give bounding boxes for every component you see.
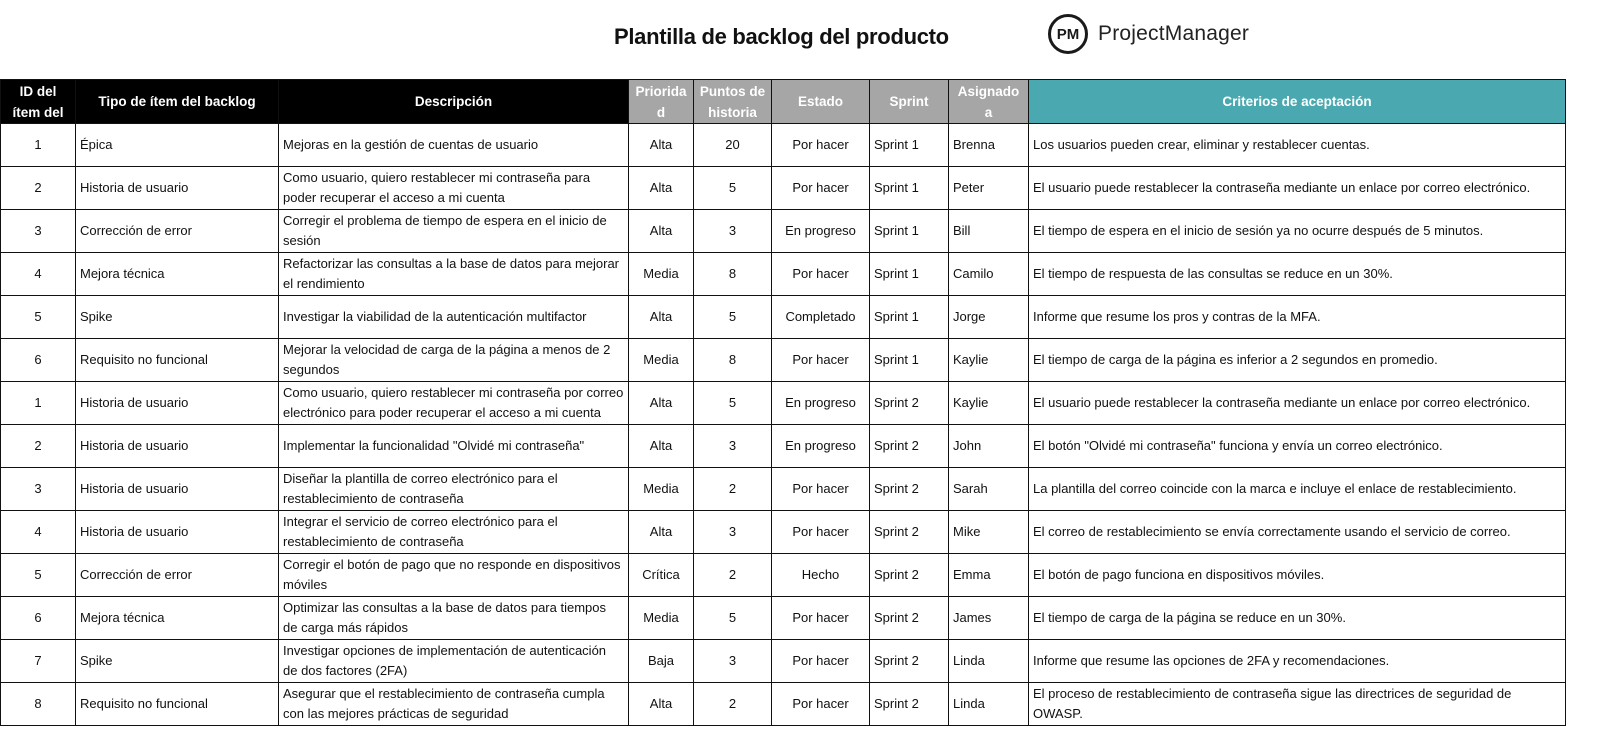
- acceptance-criteria-text: El tiempo de espera en el inicio de sesión ya no ocurre después de 5 minutos.: [1033, 223, 1484, 238]
- assignee-text: Jorge: [953, 309, 986, 324]
- item-type-text: Spike: [80, 653, 113, 668]
- status-text: Por hacer: [792, 696, 849, 711]
- cell-item-id[interactable]: [1, 597, 76, 640]
- acceptance-criteria-text: Informe que resume los pros y contras de la MFA.: [1033, 309, 1321, 324]
- cell-priority[interactable]: [629, 382, 694, 425]
- cell-item-id[interactable]: [1, 167, 76, 210]
- cell-item-id[interactable]: [1, 124, 76, 167]
- item-id-text: 4: [34, 524, 42, 539]
- cell-acceptance-criteria[interactable]: [1029, 167, 1566, 210]
- cell-sprint[interactable]: [870, 683, 949, 726]
- cell-item-type[interactable]: [76, 382, 279, 425]
- description-text: Investigar la viabilidad de la autenticación multifactor: [283, 309, 587, 324]
- cell-priority[interactable]: [629, 296, 694, 339]
- sprint-text: Sprint 2: [874, 438, 919, 453]
- header-description: Descripción: [279, 80, 629, 124]
- cell-item-type[interactable]: [76, 468, 279, 511]
- cell-acceptance-criteria[interactable]: [1029, 597, 1566, 640]
- cell-item-type[interactable]: [76, 124, 279, 167]
- cell-description[interactable]: [279, 554, 629, 597]
- story-points-text: 3: [728, 438, 737, 453]
- cell-item-id[interactable]: [1, 296, 76, 339]
- cell-assignee[interactable]: [949, 468, 1029, 511]
- description-text: Mejorar la velocidad de carga de la página a menos de 2 segundos: [283, 342, 611, 377]
- table-row: [1, 511, 1566, 554]
- cell-acceptance-criteria[interactable]: [1029, 554, 1566, 597]
- status-text: Por hacer: [792, 610, 849, 625]
- story-points-text: 5: [728, 610, 737, 625]
- cell-assignee[interactable]: [949, 511, 1029, 554]
- cell-status[interactable]: [772, 597, 870, 640]
- pm-logo-icon: PM: [1048, 14, 1088, 54]
- cell-status[interactable]: [772, 210, 870, 253]
- assignee-text: Linda: [953, 653, 985, 668]
- table-row: [1, 339, 1566, 382]
- cell-status[interactable]: [772, 468, 870, 511]
- cell-sprint[interactable]: [870, 167, 949, 210]
- assignee-text: Camilo: [953, 266, 994, 281]
- table-row: [1, 167, 1566, 210]
- description-text: Optimizar las consultas a la base de datos para tiempos de carga más rápidos: [283, 600, 607, 635]
- item-type-text: Spike: [80, 309, 113, 324]
- description-text: Asegurar que el restablecimiento de contraseña cumpla con las mejores prácticas de seguridad: [283, 686, 605, 721]
- status-text: Por hacer: [792, 481, 849, 496]
- cell-priority[interactable]: [629, 554, 694, 597]
- priority-text: Media: [643, 266, 679, 281]
- priority-text: Alta: [649, 438, 673, 453]
- cell-story-points[interactable]: [694, 468, 772, 511]
- cell-priority[interactable]: [629, 468, 694, 511]
- cell-assignee[interactable]: [949, 683, 1029, 726]
- cell-status[interactable]: [772, 253, 870, 296]
- cell-acceptance-criteria[interactable]: [1029, 640, 1566, 683]
- cell-story-points[interactable]: [694, 511, 772, 554]
- backlog-table: [0, 79, 1566, 726]
- cell-description[interactable]: [279, 339, 629, 382]
- cell-sprint[interactable]: [870, 511, 949, 554]
- cell-story-points[interactable]: [694, 339, 772, 382]
- assignee-text: Kaylie: [953, 395, 989, 410]
- cell-acceptance-criteria[interactable]: [1029, 425, 1566, 468]
- cell-item-type[interactable]: [76, 425, 279, 468]
- cell-priority[interactable]: [629, 425, 694, 468]
- priority-text: Alta: [649, 395, 673, 410]
- item-id-text: 5: [34, 309, 42, 324]
- acceptance-criteria-text: El tiempo de carga de la página es inferior a 2 segundos en promedio.: [1033, 352, 1438, 367]
- cell-story-points[interactable]: [694, 683, 772, 726]
- cell-item-id[interactable]: [1, 253, 76, 296]
- sprint-text: Sprint 1: [874, 180, 919, 195]
- status-text: Por hacer: [792, 352, 849, 367]
- table-row: [1, 597, 1566, 640]
- cell-item-type[interactable]: [76, 210, 279, 253]
- projectmanager-logo: [1048, 14, 1249, 54]
- status-text: En progreso: [785, 395, 856, 410]
- table-row: [1, 296, 1566, 339]
- cell-description[interactable]: [279, 210, 629, 253]
- cell-item-id[interactable]: [1, 683, 76, 726]
- acceptance-criteria-text: El botón de pago funciona en dispositivos móviles.: [1033, 567, 1325, 582]
- acceptance-criteria-text: El correo de restablecimiento se envía correctamente usando el servicio de correo.: [1033, 524, 1511, 539]
- cell-assignee[interactable]: [949, 296, 1029, 339]
- priority-text: Media: [643, 352, 679, 367]
- item-type-text: Historia de usuario: [80, 180, 189, 195]
- cell-item-type[interactable]: [76, 167, 279, 210]
- cell-sprint[interactable]: [870, 382, 949, 425]
- cell-item-id[interactable]: [1, 511, 76, 554]
- cell-acceptance-criteria[interactable]: [1029, 468, 1566, 511]
- cell-assignee[interactable]: [949, 382, 1029, 425]
- status-text: En progreso: [785, 438, 856, 453]
- cell-item-type[interactable]: [76, 640, 279, 683]
- priority-text: Baja: [647, 653, 675, 668]
- acceptance-criteria-text: Informe que resume las opciones de 2FA y recomendaciones.: [1033, 653, 1390, 668]
- cell-description[interactable]: [279, 382, 629, 425]
- cell-description[interactable]: [279, 124, 629, 167]
- story-points-text: 5: [728, 395, 737, 410]
- cell-description[interactable]: [279, 511, 629, 554]
- cell-acceptance-criteria[interactable]: [1029, 683, 1566, 726]
- story-points-text: 8: [728, 266, 737, 281]
- cell-description[interactable]: [279, 296, 629, 339]
- header-status: Estado: [772, 80, 870, 124]
- acceptance-criteria-text: El botón "Olvidé mi contraseña" funciona y envía un correo electrónico.: [1033, 438, 1443, 453]
- status-text: Por hacer: [792, 524, 849, 539]
- header-row: [1, 80, 1566, 124]
- cell-item-type[interactable]: [76, 253, 279, 296]
- cell-story-points[interactable]: [694, 640, 772, 683]
- story-points-text: 2: [728, 567, 737, 582]
- cell-assignee[interactable]: [949, 210, 1029, 253]
- acceptance-criteria-text: El usuario puede restablecer la contraseña mediante un enlace por correo electrónico.: [1033, 180, 1531, 195]
- cell-item-id[interactable]: [1, 382, 76, 425]
- item-id-text: 2: [34, 180, 42, 195]
- story-points-text: 3: [728, 653, 737, 668]
- sprint-text: Sprint 2: [874, 524, 919, 539]
- status-text: Por hacer: [792, 180, 849, 195]
- header-assignee: Asignado a: [949, 80, 1029, 124]
- sprint-text: Sprint 2: [874, 653, 919, 668]
- item-type-text: Corrección de error: [80, 223, 192, 238]
- assignee-text: Linda: [953, 696, 985, 711]
- cell-description[interactable]: [279, 468, 629, 511]
- sprint-text: Sprint 2: [874, 567, 919, 582]
- cell-assignee[interactable]: [949, 124, 1029, 167]
- cell-story-points[interactable]: [694, 296, 772, 339]
- cell-status[interactable]: [772, 640, 870, 683]
- table-row: [1, 640, 1566, 683]
- cell-priority[interactable]: [629, 253, 694, 296]
- cell-acceptance-criteria[interactable]: [1029, 382, 1566, 425]
- acceptance-criteria-text: El proceso de restablecimiento de contraseña sigue las directrices de seguridad de OWASP.: [1033, 686, 1512, 721]
- item-type-text: Historia de usuario: [80, 481, 189, 496]
- story-points-text: 8: [728, 352, 737, 367]
- cell-story-points[interactable]: [694, 167, 772, 210]
- description-text: Como usuario, quiero restablecer mi contraseña para poder recuperar el acceso a mi cuenta: [283, 170, 591, 205]
- cell-item-id[interactable]: [1, 425, 76, 468]
- description-text: Refactorizar las consultas a la base de datos para mejorar el rendimiento: [283, 256, 620, 291]
- item-id-text: 7: [34, 653, 42, 668]
- table-row: [1, 124, 1566, 167]
- cell-item-id[interactable]: [1, 339, 76, 382]
- item-type-text: Historia de usuario: [80, 395, 189, 410]
- cell-item-type[interactable]: [76, 597, 279, 640]
- cell-item-type[interactable]: [76, 511, 279, 554]
- description-text: Integrar el servicio de correo electrónico para el restablecimiento de contraseña: [283, 514, 558, 549]
- status-text: Por hacer: [792, 653, 849, 668]
- status-text: En progreso: [785, 223, 856, 238]
- cell-assignee[interactable]: [949, 597, 1029, 640]
- cell-status[interactable]: [772, 124, 870, 167]
- priority-text: Media: [643, 481, 679, 496]
- description-text: Diseñar la plantilla de correo electrónico para el restablecimiento de contraseña: [283, 471, 558, 506]
- sprint-text: Sprint 1: [874, 352, 919, 367]
- assignee-text: John: [953, 438, 982, 453]
- sprint-text: Sprint 1: [874, 309, 919, 324]
- table-row: [1, 382, 1566, 425]
- description-text: Investigar opciones de implementación de autenticación de dos factores (2FA): [283, 643, 607, 678]
- table-row: [1, 468, 1566, 511]
- item-id-text: 3: [34, 481, 42, 496]
- sprint-text: Sprint 2: [874, 610, 919, 625]
- cell-assignee[interactable]: [949, 339, 1029, 382]
- cell-story-points[interactable]: [694, 425, 772, 468]
- header-acceptance-criteria: Criterios de aceptación: [1029, 80, 1566, 124]
- cell-story-points[interactable]: [694, 382, 772, 425]
- priority-text: Alta: [649, 180, 673, 195]
- item-id-text: 6: [34, 352, 42, 367]
- cell-acceptance-criteria[interactable]: [1029, 511, 1566, 554]
- cell-description[interactable]: [279, 683, 629, 726]
- item-id-text: 1: [34, 395, 42, 410]
- cell-story-points[interactable]: [694, 554, 772, 597]
- cell-item-type[interactable]: [76, 683, 279, 726]
- status-text: Por hacer: [792, 266, 849, 281]
- cell-acceptance-criteria[interactable]: [1029, 210, 1566, 253]
- item-id-text: 8: [34, 696, 42, 711]
- item-id-text: 1: [34, 137, 42, 152]
- cell-sprint[interactable]: [870, 339, 949, 382]
- status-text: Completado: [785, 309, 856, 324]
- cell-sprint[interactable]: [870, 554, 949, 597]
- assignee-text: Mike: [953, 524, 981, 539]
- assignee-text: Brenna: [953, 137, 995, 152]
- page-title: Plantilla de backlog del producto: [614, 24, 949, 49]
- cell-priority[interactable]: [629, 640, 694, 683]
- cell-item-type[interactable]: [76, 339, 279, 382]
- story-points-text: 5: [728, 180, 737, 195]
- story-points-text: 3: [728, 223, 737, 238]
- cell-status[interactable]: [772, 167, 870, 210]
- cell-story-points[interactable]: [694, 124, 772, 167]
- cell-assignee[interactable]: [949, 167, 1029, 210]
- cell-acceptance-criteria[interactable]: [1029, 124, 1566, 167]
- item-id-text: 2: [34, 438, 42, 453]
- cell-description[interactable]: [279, 253, 629, 296]
- priority-text: Crítica: [642, 567, 680, 582]
- logo-text: ProjectManager: [1098, 22, 1250, 45]
- description-text: Implementar la funcionalidad "Olvidé mi contraseña": [283, 438, 585, 453]
- cell-priority[interactable]: [629, 339, 694, 382]
- acceptance-criteria-text: El usuario puede restablecer la contraseña mediante un enlace por correo electrónico.: [1033, 395, 1531, 410]
- item-type-text: Mejora técnica: [80, 266, 165, 281]
- item-id-text: 3: [34, 223, 42, 238]
- assignee-text: James: [953, 610, 992, 625]
- assignee-text: Sarah: [953, 481, 988, 496]
- cell-item-id[interactable]: [1, 210, 76, 253]
- cell-assignee[interactable]: [949, 554, 1029, 597]
- cell-acceptance-criteria[interactable]: [1029, 296, 1566, 339]
- priority-text: Alta: [649, 696, 673, 711]
- cell-sprint[interactable]: [870, 253, 949, 296]
- story-points-text: 2: [728, 481, 737, 496]
- cell-priority[interactable]: [629, 511, 694, 554]
- cell-sprint[interactable]: [870, 124, 949, 167]
- cell-sprint[interactable]: [870, 425, 949, 468]
- description-text: Corregir el botón de pago que no responde en dispositivos móviles: [283, 557, 621, 592]
- cell-sprint[interactable]: [870, 468, 949, 511]
- priority-text: Media: [643, 610, 679, 625]
- item-id-text: 6: [34, 610, 42, 625]
- table-row: [1, 683, 1566, 726]
- item-id-text: 4: [34, 266, 42, 281]
- assignee-text: Kaylie: [953, 352, 989, 367]
- cell-item-id[interactable]: [1, 640, 76, 683]
- cell-story-points[interactable]: [694, 597, 772, 640]
- cell-story-points[interactable]: [694, 210, 772, 253]
- cell-assignee[interactable]: [949, 640, 1029, 683]
- cell-acceptance-criteria[interactable]: [1029, 253, 1566, 296]
- cell-status[interactable]: [772, 554, 870, 597]
- assignee-text: Bill: [953, 223, 971, 238]
- item-id-text: 5: [34, 567, 42, 582]
- cell-sprint[interactable]: [870, 210, 949, 253]
- cell-description[interactable]: [279, 640, 629, 683]
- cell-description[interactable]: [279, 425, 629, 468]
- table-row: [1, 554, 1566, 597]
- cell-description[interactable]: [279, 597, 629, 640]
- cell-description[interactable]: [279, 167, 629, 210]
- sprint-text: Sprint 1: [874, 223, 919, 238]
- story-points-text: 3: [728, 524, 737, 539]
- cell-status[interactable]: [772, 296, 870, 339]
- acceptance-criteria-text: La plantilla del correo coincide con la marca e incluye el enlace de restablecimiento.: [1033, 481, 1517, 496]
- cell-priority[interactable]: [629, 597, 694, 640]
- priority-text: Alta: [649, 524, 673, 539]
- cell-priority[interactable]: [629, 210, 694, 253]
- cell-item-id[interactable]: [1, 554, 76, 597]
- description-text: Como usuario, quiero restablecer mi contraseña por correo electrónico para poder recuperar el acceso a mi cuenta: [283, 385, 624, 420]
- priority-text: Alta: [649, 309, 673, 324]
- table-row: [1, 253, 1566, 296]
- header-id: ID del ítem del: [1, 80, 76, 124]
- sprint-text: Sprint 1: [874, 137, 919, 152]
- status-text: Hecho: [801, 567, 840, 582]
- cell-priority[interactable]: [629, 124, 694, 167]
- assignee-text: Emma: [953, 567, 991, 582]
- item-type-text: Requisito no funcional: [80, 352, 208, 367]
- cell-sprint[interactable]: [870, 597, 949, 640]
- priority-text: Alta: [649, 223, 673, 238]
- sprint-text: Sprint 1: [874, 266, 919, 281]
- item-type-text: Historia de usuario: [80, 524, 189, 539]
- cell-status[interactable]: [772, 382, 870, 425]
- acceptance-criteria-text: El tiempo de respuesta de las consultas se reduce en un 30%.: [1033, 266, 1393, 281]
- cell-item-type[interactable]: [76, 554, 279, 597]
- story-points-text: 2: [728, 696, 737, 711]
- assignee-text: Peter: [953, 180, 985, 195]
- cell-item-id[interactable]: [1, 468, 76, 511]
- table-row: [1, 425, 1566, 468]
- sprint-text: Sprint 2: [874, 696, 919, 711]
- cell-assignee[interactable]: [949, 425, 1029, 468]
- sprint-text: Sprint 2: [874, 395, 919, 410]
- cell-assignee[interactable]: [949, 253, 1029, 296]
- cell-acceptance-criteria[interactable]: [1029, 339, 1566, 382]
- header-sprint: Sprint: [870, 80, 949, 124]
- cell-priority[interactable]: [629, 167, 694, 210]
- cell-status[interactable]: [772, 511, 870, 554]
- story-points-text: 20: [725, 137, 740, 152]
- acceptance-criteria-text: Los usuarios pueden crear, eliminar y restablecer cuentas.: [1033, 137, 1370, 152]
- cell-item-type[interactable]: [76, 296, 279, 339]
- cell-sprint[interactable]: [870, 296, 949, 339]
- cell-status[interactable]: [772, 683, 870, 726]
- acceptance-criteria-text: El tiempo de carga de la página se reduce en un 30%.: [1033, 610, 1346, 625]
- header-type: Tipo de ítem del backlog: [76, 80, 279, 124]
- description-text: Corregir el problema de tiempo de espera en el inicio de sesión: [283, 213, 607, 248]
- sprint-text: Sprint 2: [874, 481, 919, 496]
- cell-story-points[interactable]: [694, 253, 772, 296]
- status-text: Por hacer: [792, 137, 849, 152]
- header-story-points: Puntos de historia: [694, 80, 772, 124]
- cell-priority[interactable]: [629, 683, 694, 726]
- description-text: Mejoras en la gestión de cuentas de usuario: [283, 137, 539, 152]
- item-type-text: Historia de usuario: [80, 438, 189, 453]
- item-type-text: Épica: [80, 137, 113, 152]
- item-type-text: Mejora técnica: [80, 610, 165, 625]
- item-type-text: Corrección de error: [80, 567, 192, 582]
- cell-status[interactable]: [772, 425, 870, 468]
- story-points-text: 5: [728, 309, 737, 324]
- priority-text: Alta: [649, 137, 673, 152]
- cell-status[interactable]: [772, 339, 870, 382]
- cell-sprint[interactable]: [870, 640, 949, 683]
- item-type-text: Requisito no funcional: [80, 696, 208, 711]
- table-row: [1, 210, 1566, 253]
- header-priority: Prioridad: [629, 80, 694, 124]
